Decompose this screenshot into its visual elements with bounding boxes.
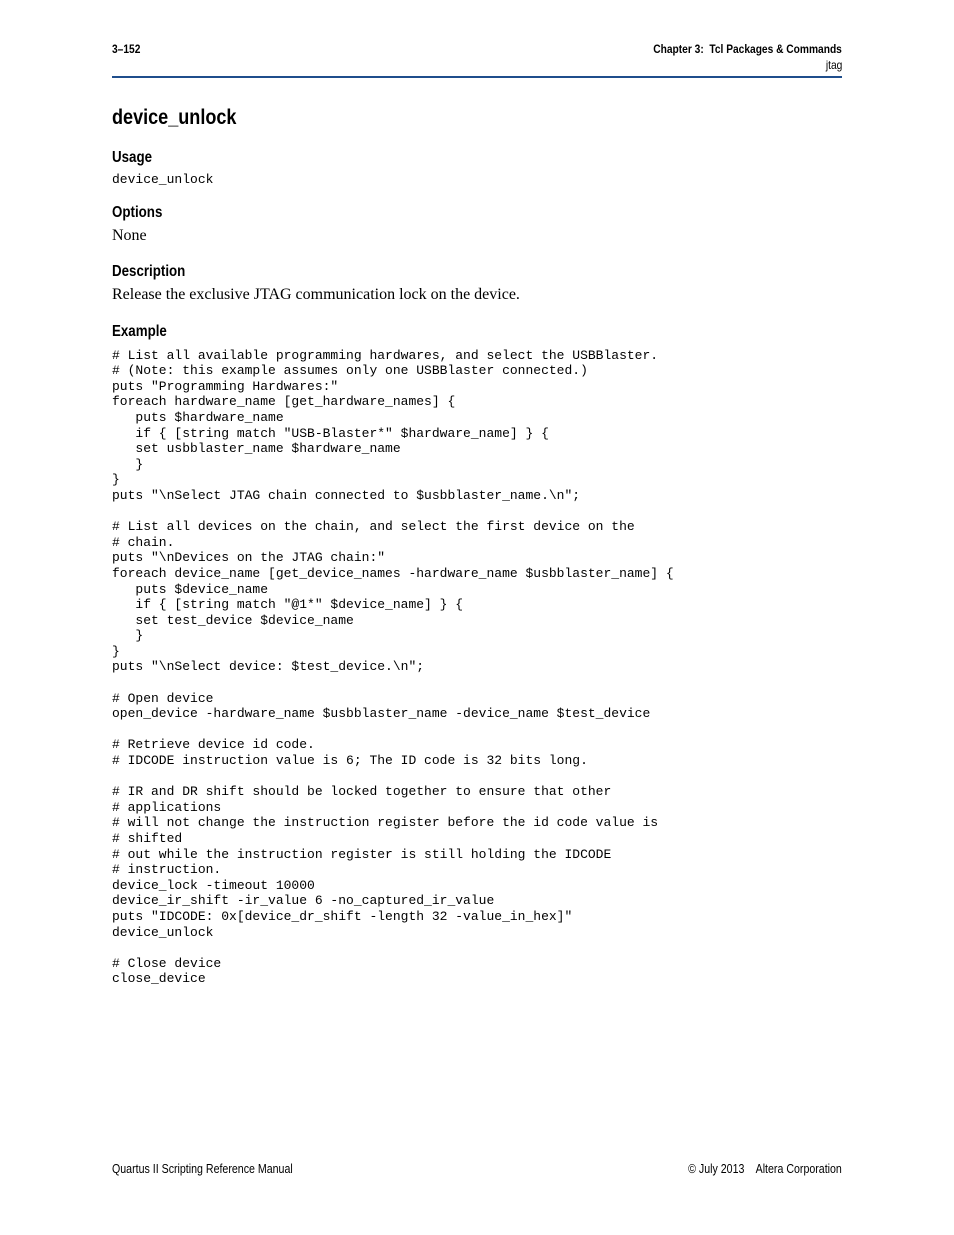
page-number: 3–152 bbox=[112, 42, 141, 56]
description-text: Release the exclusive JTAG communication lock on the device. bbox=[112, 285, 520, 303]
section-name: jtag bbox=[825, 58, 842, 72]
usage-heading: Usage bbox=[112, 149, 153, 166]
example-code: # List all available programming hardwares, and select the USBBlaster. # (Note: this example assumes only one USBBlaster connected.) puts "Programming Hardwares:" foreach hardware_name [get_hardware_names] { puts $hardware_name if { [string match "USB-Blaster*" $hardware_name] } { set usbblaster_name $hardware_name } } puts "\nSelect JTAG chain connected to $usbblaster_name.\n"; # List all devices on the chain, and select the first device on the # chain. puts "\nDevices on the JTAG chain:" foreach device_name [get_device_names -hardware_name $usbblaster_name] { puts $device_name if { [string match "@1*" $device_name] } { set test_device $device_name } } puts "\nSelect device: $test_device.\n"; # Open device open_device -hardware_name $usbblaster_name -device_name $test_device # Retrieve device id code. # IDCODE instruction value is 6; The ID code is 32 bits long. # IR and DR shift should be locked together to ensure that other # applications # will not change the instruction register before the id code value is # shifted # out while the instruction register is still holding the IDCODE # instruction. device_lock -timeout 10000 device_ir_shift -ir_value 6 -no_captured_ir_value puts "IDCODE: 0x[device_dr_shift -length 32 -value_in_hex]" device_unlock # Close device close_device bbox=[112, 347, 674, 987]
example-heading: Example bbox=[112, 322, 167, 340]
header-rule bbox=[112, 76, 842, 78]
command-title: device_unlock bbox=[112, 106, 237, 129]
description-heading: Description bbox=[112, 262, 186, 280]
footer-copyright: © July 2013 Altera Corporation bbox=[688, 1162, 842, 1176]
options-heading: Options bbox=[112, 203, 163, 221]
options-text: None bbox=[112, 226, 147, 244]
chapter-title: Chapter 3: Tcl Packages & Commands bbox=[653, 42, 842, 56]
page-content bbox=[112, 104, 842, 987]
usage-text: device_unlock bbox=[112, 172, 214, 187]
footer-manual-title: Quartus II Scripting Reference Manual bbox=[112, 1162, 293, 1176]
